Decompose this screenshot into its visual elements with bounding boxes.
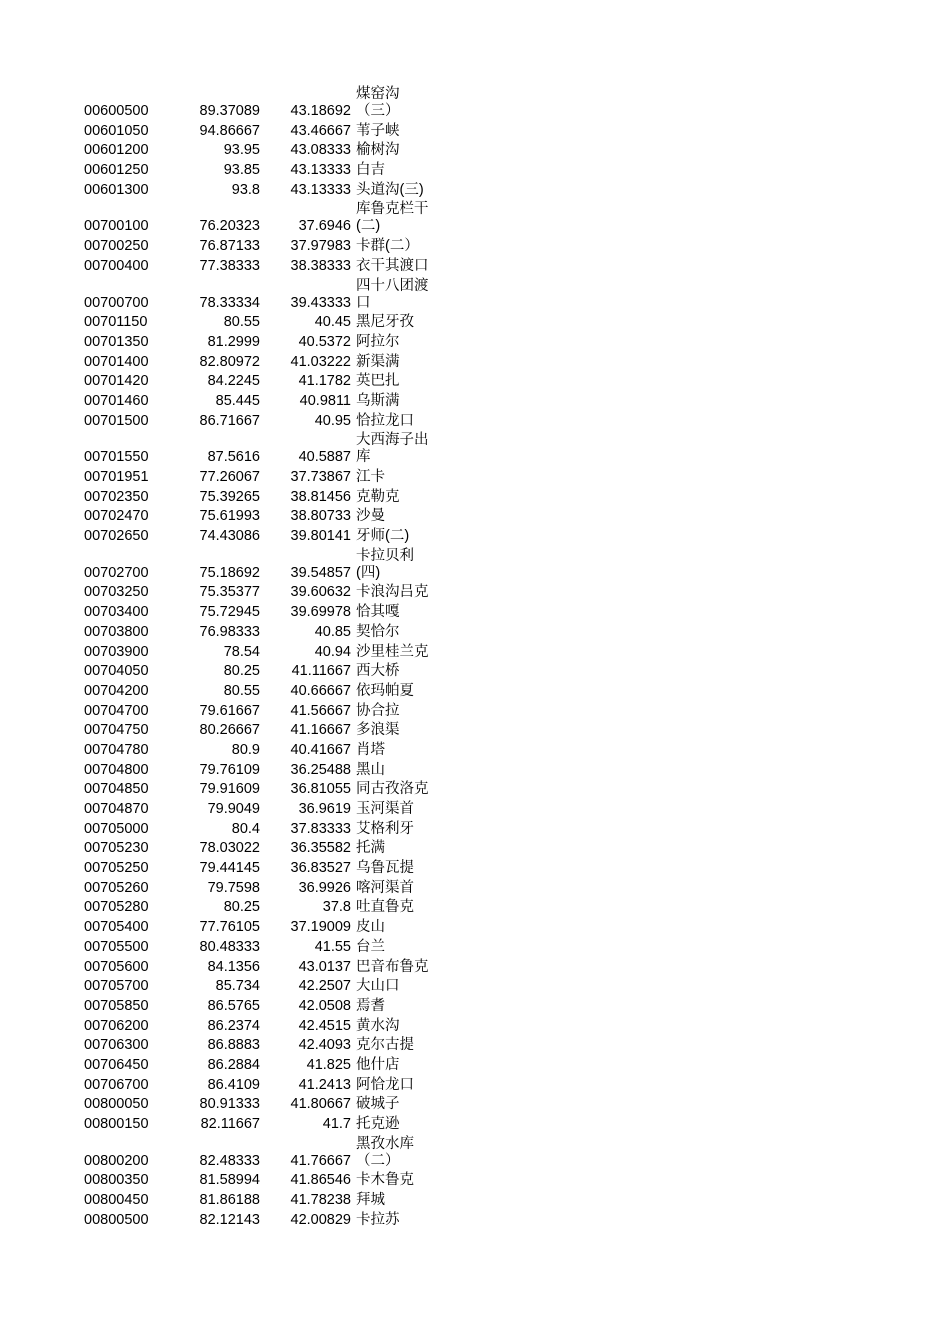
longitude-cell: 79.76109 <box>199 761 260 778</box>
station-name-cell: 榆树沟 <box>356 142 400 159</box>
station-name-cell: 托克逊 <box>356 1116 400 1132</box>
table-row <box>84 162 484 179</box>
longitude-cell: 79.91609 <box>199 781 260 798</box>
latitude-cell: 40.5887 <box>298 449 351 466</box>
station-table <box>84 86 484 1231</box>
latitude-cell: 40.45 <box>314 314 351 331</box>
table-row <box>84 334 484 351</box>
station-code-cell: 00800350 <box>84 1172 149 1189</box>
station-code-cell: 00701350 <box>84 333 149 350</box>
table-row <box>84 393 484 410</box>
station-code-cell: 00704750 <box>84 722 149 739</box>
station-name-cell: 他什店 <box>356 1056 400 1073</box>
latitude-cell: 40.9811 <box>299 392 351 409</box>
table-row <box>84 413 484 430</box>
latitude-cell: 41.11667 <box>291 663 351 680</box>
longitude-cell: 84.2245 <box>207 373 260 390</box>
table-row <box>84 1116 484 1133</box>
latitude-cell: 43.13333 <box>290 181 351 198</box>
station-code-cell: 00701400 <box>84 353 149 370</box>
station-name-cell: 托满 <box>356 840 385 857</box>
table-row <box>84 469 484 486</box>
longitude-cell: 75.18692 <box>199 564 260 581</box>
latitude-cell: 37.73867 <box>290 469 351 485</box>
latitude-cell: 38.38333 <box>290 257 351 274</box>
station-code-cell: 00702350 <box>84 488 149 505</box>
station-code-cell: 00800150 <box>84 1116 149 1132</box>
longitude-cell: 80.9 <box>231 741 260 758</box>
station-code-cell: 00705230 <box>84 840 149 857</box>
station-code-cell: 00800500 <box>84 1211 149 1228</box>
table-row <box>84 182 484 199</box>
latitude-cell: 42.2507 <box>298 978 351 995</box>
table-row <box>84 548 484 582</box>
station-name-cell: 吐直鲁克 <box>356 899 414 916</box>
longitude-cell: 79.9049 <box>207 801 260 817</box>
station-code-cell: 00705850 <box>84 997 149 1014</box>
longitude-cell: 82.12143 <box>199 1211 260 1228</box>
longitude-cell: 81.86188 <box>199 1192 260 1209</box>
table-row <box>84 1037 484 1054</box>
latitude-cell: 36.81055 <box>290 781 351 798</box>
latitude-cell: 40.5372 <box>298 333 351 350</box>
station-code-cell: 00703800 <box>84 623 149 640</box>
station-name-cell: 新渠满 <box>356 353 400 370</box>
station-name-cell: 依玛帕夏 <box>356 682 414 699</box>
table-row <box>84 1077 484 1094</box>
table-row <box>84 201 484 235</box>
latitude-cell: 39.54857 <box>290 564 351 581</box>
latitude-cell: 41.56667 <box>290 702 351 719</box>
station-name-cell: 乌鲁瓦提 <box>356 860 414 877</box>
table-row <box>84 373 484 390</box>
station-name-cell: 肖塔 <box>356 741 385 758</box>
latitude-cell: 37.19009 <box>290 919 351 936</box>
station-code-cell: 00700400 <box>84 257 149 274</box>
table-row <box>84 1172 484 1189</box>
station-code-cell: 00706450 <box>84 1056 149 1073</box>
longitude-cell: 89.37089 <box>199 103 260 119</box>
table-row <box>84 258 484 275</box>
station-code-cell: 00705000 <box>84 820 149 837</box>
station-code-cell: 00704850 <box>84 781 149 798</box>
table-row <box>84 703 484 720</box>
table-row <box>84 781 484 798</box>
station-name-cell: 卡群(二） <box>356 238 419 255</box>
latitude-cell: 40.41667 <box>290 741 351 758</box>
station-name-cell: 焉耆 <box>356 997 385 1014</box>
station-code-cell: 00800200 <box>84 1152 149 1169</box>
longitude-cell: 80.55 <box>223 314 260 331</box>
longitude-cell: 78.33334 <box>199 294 260 311</box>
longitude-cell: 74.43086 <box>199 528 260 545</box>
latitude-cell: 43.46667 <box>290 122 351 139</box>
table-row <box>84 978 484 995</box>
longitude-cell: 86.4109 <box>207 1076 260 1093</box>
longitude-cell: 86.2884 <box>207 1056 260 1073</box>
table-row <box>84 880 484 897</box>
longitude-cell: 76.87133 <box>199 238 260 255</box>
station-name-cell: 黄水沟 <box>356 1017 400 1034</box>
station-code-cell: 00601200 <box>84 142 149 159</box>
table-row <box>84 1192 484 1209</box>
table-row <box>84 1212 484 1229</box>
station-code-cell: 00700250 <box>84 238 149 255</box>
station-name-cell: 喀河渠首 <box>356 879 414 896</box>
station-name-cell: 黑山 <box>356 761 385 778</box>
table-row <box>84 123 484 140</box>
table-row <box>84 604 484 621</box>
station-name-cell: 克尔古提 <box>356 1037 414 1054</box>
station-name-cell: 乌斯满 <box>356 392 400 409</box>
station-name-cell: 卡木鲁克 <box>356 1172 414 1189</box>
station-code-cell: 00703900 <box>84 643 149 660</box>
latitude-cell: 43.13333 <box>290 162 351 179</box>
station-name-cell: 英巴扎 <box>356 373 400 390</box>
station-name-cell: 头道沟(三) <box>356 181 424 198</box>
station-name-cell: 阿恰龙口 <box>356 1076 414 1093</box>
latitude-cell: 36.25488 <box>290 761 351 778</box>
station-name-cell: 皮山 <box>356 919 385 936</box>
station-name-cell: 黑尼牙孜 <box>356 314 414 331</box>
latitude-cell: 41.825 <box>306 1056 351 1073</box>
latitude-cell: 40.95 <box>314 412 351 429</box>
station-code-cell: 00601250 <box>84 162 149 179</box>
table-row <box>84 998 484 1015</box>
table-row <box>84 528 484 545</box>
latitude-cell: 42.4093 <box>298 1037 351 1054</box>
station-code-cell: 00703400 <box>84 604 149 621</box>
station-name-cell: 库鲁克栏干 (二) <box>356 201 429 235</box>
latitude-cell: 43.08333 <box>290 142 351 159</box>
longitude-cell: 78.54 <box>223 643 260 660</box>
station-code-cell: 00704700 <box>84 702 149 719</box>
latitude-cell: 41.86546 <box>290 1172 351 1189</box>
station-name-cell: 协合拉 <box>356 702 400 719</box>
longitude-cell: 93.8 <box>231 181 260 198</box>
latitude-cell: 36.9926 <box>298 879 351 896</box>
station-name-cell: 煤窑沟 （三） <box>356 86 400 119</box>
table-row <box>84 278 484 312</box>
station-name-cell: 西大桥 <box>356 663 400 680</box>
table-row <box>84 584 484 601</box>
longitude-cell: 79.44145 <box>199 860 260 877</box>
latitude-cell: 41.1782 <box>298 373 351 390</box>
station-name-cell: 卡拉苏 <box>356 1211 400 1228</box>
station-name-cell: 衣干其渡口 <box>356 257 429 274</box>
station-name-cell: 玉河渠首 <box>356 801 414 817</box>
station-name-cell: 大山口 <box>356 978 400 995</box>
station-code-cell: 00703250 <box>84 584 149 601</box>
table-row <box>84 508 484 525</box>
station-name-cell: 黑孜水库 （二） <box>356 1135 414 1169</box>
table-row <box>84 821 484 838</box>
longitude-cell: 77.26067 <box>199 469 260 485</box>
station-code-cell: 00705250 <box>84 860 149 877</box>
station-code-cell: 00700100 <box>84 218 149 235</box>
table-row <box>84 238 484 255</box>
station-code-cell: 00800050 <box>84 1096 149 1113</box>
table-row <box>84 354 484 371</box>
latitude-cell: 39.43333 <box>290 294 351 311</box>
table-row <box>84 762 484 779</box>
longitude-cell: 85.445 <box>215 392 260 409</box>
longitude-cell: 81.58994 <box>199 1172 260 1189</box>
station-name-cell: 卡浪沟吕克 <box>356 584 429 601</box>
longitude-cell: 93.95 <box>223 142 260 159</box>
latitude-cell: 40.85 <box>314 623 351 640</box>
station-code-cell: 00701550 <box>84 449 149 466</box>
station-code-cell: 00705260 <box>84 879 149 896</box>
station-code-cell: 00800450 <box>84 1192 149 1209</box>
latitude-cell: 39.60632 <box>290 584 351 601</box>
table-row <box>84 742 484 759</box>
table-row <box>84 314 484 331</box>
table-row <box>84 644 484 661</box>
station-code-cell: 00701150 <box>84 314 148 331</box>
longitude-cell: 77.76105 <box>199 919 260 936</box>
latitude-cell: 39.80141 <box>290 528 351 545</box>
table-row <box>84 1018 484 1035</box>
latitude-cell: 36.35582 <box>290 840 351 857</box>
station-name-cell: 同古孜洛克 <box>356 781 429 798</box>
latitude-cell: 42.0508 <box>298 997 351 1014</box>
longitude-cell: 76.20323 <box>199 218 260 235</box>
station-name-cell: 恰拉龙口 <box>356 412 414 429</box>
station-code-cell: 00704870 <box>84 801 149 817</box>
latitude-cell: 42.00829 <box>290 1211 351 1228</box>
latitude-cell: 40.94 <box>314 643 351 660</box>
table-row <box>84 801 484 818</box>
station-name-cell: 牙师(二) <box>356 528 410 545</box>
longitude-cell: 77.38333 <box>199 257 260 274</box>
table-row <box>84 683 484 700</box>
station-code-cell: 00601050 <box>84 122 149 139</box>
latitude-cell: 41.76667 <box>290 1152 351 1169</box>
station-code-cell: 00702700 <box>84 564 149 581</box>
station-name-cell: 阿拉尔 <box>356 333 400 350</box>
station-code-cell: 00702650 <box>84 528 149 545</box>
station-code-cell: 00706700 <box>84 1076 149 1093</box>
longitude-cell: 84.1356 <box>207 958 260 975</box>
station-code-cell: 00706200 <box>84 1017 149 1034</box>
latitude-cell: 41.16667 <box>290 722 351 739</box>
station-code-cell: 00705600 <box>84 958 149 975</box>
latitude-cell: 41.55 <box>314 938 351 955</box>
latitude-cell: 37.97983 <box>290 238 351 255</box>
latitude-cell: 36.9619 <box>298 801 351 817</box>
station-code-cell: 00701951 <box>84 469 149 485</box>
station-name-cell: 苇子峡 <box>356 122 400 139</box>
latitude-cell: 38.81456 <box>290 488 351 505</box>
table-row <box>84 86 484 120</box>
latitude-cell: 42.4515 <box>298 1017 351 1034</box>
table-row <box>84 722 484 739</box>
longitude-cell: 85.734 <box>215 978 260 995</box>
station-name-cell: 艾格利牙 <box>356 820 414 837</box>
station-code-cell: 00701500 <box>84 412 149 429</box>
table-row <box>84 840 484 857</box>
latitude-cell: 37.8 <box>322 899 351 916</box>
station-name-cell: 克勒克 <box>356 488 400 505</box>
station-code-cell: 00705400 <box>84 919 149 936</box>
station-name-cell: 拜城 <box>356 1192 385 1209</box>
latitude-cell: 41.2413 <box>298 1076 351 1093</box>
table-row <box>84 959 484 976</box>
longitude-cell: 75.72945 <box>199 604 260 621</box>
longitude-cell: 80.25 <box>223 899 260 916</box>
station-code-cell: 00704200 <box>84 682 149 699</box>
table-row <box>84 142 484 159</box>
station-name-cell: 巴音布鲁克 <box>356 958 429 975</box>
longitude-cell: 86.71667 <box>199 412 260 429</box>
longitude-cell: 81.2999 <box>207 333 260 350</box>
station-name-cell: 沙里桂兰克 <box>356 643 429 660</box>
table-row <box>84 919 484 936</box>
longitude-cell: 80.91333 <box>199 1096 260 1113</box>
table-row <box>84 1136 484 1170</box>
longitude-cell: 94.86667 <box>199 122 260 139</box>
table-row <box>84 624 484 641</box>
station-name-cell: 大西海子出 库 <box>356 432 429 466</box>
station-code-cell: 00706300 <box>84 1037 149 1054</box>
station-code-cell: 00704780 <box>84 741 149 758</box>
station-name-cell: 白吉 <box>356 162 385 179</box>
longitude-cell: 93.85 <box>223 162 260 179</box>
latitude-cell: 36.83527 <box>290 860 351 877</box>
station-name-cell: 沙曼 <box>356 508 385 525</box>
longitude-cell: 82.80972 <box>199 353 260 370</box>
station-name-cell: 恰其嘎 <box>356 604 400 621</box>
station-name-cell: 破城子 <box>356 1096 400 1113</box>
station-code-cell: 00701420 <box>84 373 149 390</box>
latitude-cell: 37.6946 <box>298 218 351 235</box>
longitude-cell: 86.8883 <box>207 1037 260 1054</box>
longitude-cell: 78.03022 <box>199 840 260 857</box>
longitude-cell: 86.5765 <box>207 997 260 1014</box>
table-row <box>84 1096 484 1113</box>
station-code-cell: 00601300 <box>84 181 149 198</box>
longitude-cell: 75.35377 <box>199 584 260 601</box>
table-row <box>84 432 484 466</box>
station-name-cell: 四十八团渡 口 <box>356 277 429 311</box>
longitude-cell: 75.61993 <box>199 508 260 525</box>
longitude-cell: 80.4 <box>231 820 260 837</box>
table-row <box>84 489 484 506</box>
station-code-cell: 00600500 <box>84 103 149 119</box>
latitude-cell: 39.69978 <box>290 604 351 621</box>
table-row <box>84 899 484 916</box>
station-code-cell: 00705280 <box>84 899 149 916</box>
table-row <box>84 1057 484 1074</box>
latitude-cell: 38.80733 <box>290 508 351 525</box>
station-code-cell: 00705500 <box>84 938 149 955</box>
table-row <box>84 939 484 956</box>
longitude-cell: 79.61667 <box>199 702 260 719</box>
longitude-cell: 80.55 <box>223 682 260 699</box>
latitude-cell: 41.03222 <box>290 353 351 370</box>
station-code-cell: 00701460 <box>84 392 149 409</box>
station-name-cell: 江卡 <box>356 469 385 485</box>
longitude-cell: 82.11667 <box>200 1116 260 1132</box>
table-row <box>84 860 484 877</box>
station-code-cell: 00704050 <box>84 663 149 680</box>
station-code-cell: 00700700 <box>84 294 149 311</box>
latitude-cell: 43.0137 <box>298 958 351 975</box>
longitude-cell: 80.26667 <box>199 722 260 739</box>
latitude-cell: 41.78238 <box>290 1192 351 1209</box>
table-row <box>84 663 484 680</box>
latitude-cell: 43.18692 <box>290 103 351 119</box>
longitude-cell: 87.5616 <box>207 449 260 466</box>
latitude-cell: 41.7 <box>322 1116 351 1132</box>
station-code-cell: 00704800 <box>84 761 149 778</box>
longitude-cell: 75.39265 <box>199 488 260 505</box>
station-name-cell: 多浪渠 <box>356 722 400 739</box>
latitude-cell: 40.66667 <box>290 682 351 699</box>
longitude-cell: 80.25 <box>223 663 260 680</box>
longitude-cell: 82.48333 <box>199 1152 260 1169</box>
latitude-cell: 41.80667 <box>290 1096 351 1113</box>
longitude-cell: 86.2374 <box>207 1017 260 1034</box>
station-code-cell: 00705700 <box>84 978 149 995</box>
longitude-cell: 79.7598 <box>207 879 260 896</box>
station-code-cell: 00702470 <box>84 508 149 525</box>
station-name-cell: 台兰 <box>356 938 385 955</box>
longitude-cell: 80.48333 <box>199 938 260 955</box>
latitude-cell: 37.83333 <box>290 820 351 837</box>
longitude-cell: 76.98333 <box>199 623 260 640</box>
station-name-cell: 卡拉贝利 (四) <box>356 547 414 581</box>
station-name-cell: 契恰尔 <box>356 623 400 640</box>
